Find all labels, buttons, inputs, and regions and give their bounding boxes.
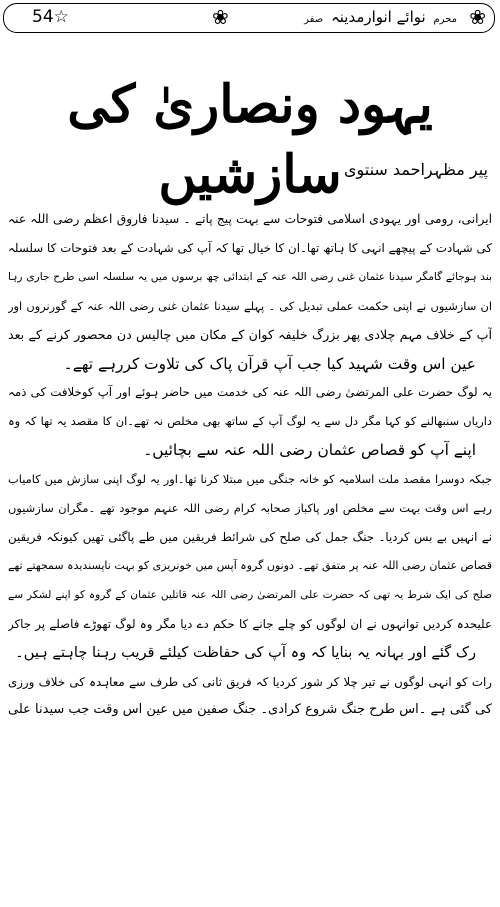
page-number-box xyxy=(32,7,69,27)
article-title: یہود ونصاریٰ کی سازشیں xyxy=(67,74,433,205)
text-line: عین اس وقت شہید کیا جب آپ قرآن پاک کی تلاوت کررہے تھے۔ xyxy=(63,354,476,373)
header-title xyxy=(301,8,460,26)
page-number: 54 xyxy=(32,7,54,27)
text-line: یہ لوگ حضرت علی المرتضیٰ رضی اللہ عنہ کی خدمت میں حاضر ہوئے اور آپ کوخلافت کی ذمہ xyxy=(8,385,492,400)
article-author: پیر مظہراحمد سنتوی xyxy=(343,160,488,179)
text-line: بند ہوجائے گامگر سیدنا عثمان غنی رضی اللہ عنہ کے ابتدائی چھ برسوں میں یہ سلسلہ اسی طرح جاری رہا xyxy=(8,270,492,283)
text-line: آپ کے خلاف مہم چلادی پھر بزرگ خلیفہ کوان کے مکان میں چالیس دن محصور کرنے کے بعد xyxy=(8,326,492,342)
text-line: ان سازشیوں نے اپنی حکمت عملی تبدیل کی ۔ پہلے سیدنا عثمان غنی رضی اللہ عنہ کے گورنروں اور xyxy=(8,298,492,313)
rosette-icon: ❀ xyxy=(212,5,229,29)
header-month-left: محرم xyxy=(433,14,457,25)
text-line: رک گئے اور بہانہ یہ بنایا کہ وہ آپ کی حفاظت کیلئے قریب رہنا چاہتے ہیں۔ xyxy=(15,643,476,661)
page-header xyxy=(3,3,495,33)
text-line: کی شہادت کے پیچھے انہی کا ہاتھ تھا۔ان کا خیال تھا کہ آپ کی شہادت کے بعد فتوحات کا سلسلہ xyxy=(8,240,492,255)
magazine-name: نوائے انوارمدینہ xyxy=(330,8,426,26)
article-body xyxy=(8,205,492,725)
header-month-right: صفر xyxy=(304,14,324,25)
text-line: صلح کی ایک شرط یہ تھی کہ حضرت علی المرتضیٰ رضی اللہ عنہ قاتلین عثمان کے گروہ کو اپنے لشکر سے xyxy=(8,588,492,601)
text-line: علیحدہ کردیں توانہوں نے ان لوگوں کو چلے جانے کا حکم دے دیا مگر وہ لوگ تھوڑے فاصلے پر جاکر xyxy=(8,616,492,631)
text-line: رات کو انہی لوگوں نے تیر چلا کر شور کردیا کہ فریق ثانی کی طرف سے معاہدہ کی خلاف ورزی xyxy=(8,674,492,689)
star-icon: ☆ xyxy=(53,7,69,27)
text-line: نے انہیں بے بس کردیا۔ جنگ جمل کی صلح کی شرائط فریقین میں طے پاگئی تھیں کیونکہ فریقین xyxy=(8,529,492,544)
text-line: کی گئی ہے ۔اس طرح جنگ شروع کرادی۔ جنگ صفین میں عین اس وقت جب سیدنا علی xyxy=(8,702,492,718)
text-line: رہے اس وقت بہت سے مخلص اور پاکباز صحابہ کرام رضی اللہ عنہم موجود تھے ۔مگران سازشیوں xyxy=(8,501,492,516)
text-line: ایرانی، رومی اور یہودی اسلامی فتوحات سے بہت پیج پاتے ۔ سیدنا فاروق اعظم رضی اللہ عنہ xyxy=(8,212,492,226)
text-line: داریاں سنبھالنے کو کہا مگر دل سے یہ لوگ آپ کے ساتھ بھی مخلص نہ تھے۔ان کا مقصد یہ تھا کہ وہ xyxy=(8,414,492,429)
text-line: اپنے آپ کو قصاص عثمان رضی اللہ عنہ سے بچائیں۔ xyxy=(143,441,476,460)
text-line: قصاص عثمان رضی اللہ عنہ پر متفق تھے۔ دونوں گروہ آپس میں خونریزی کو بہت ناپسندیدہ سمجھتے تھے xyxy=(8,558,492,572)
rosette-icon: ❀ xyxy=(469,5,486,29)
text-line: جبکہ دوسرا مقصد ملت اسلامیہ کو خانہ جنگی میں مبتلا کرنا تھا۔اور یہ لوگ اپنی سازش میں کامیاب xyxy=(8,472,492,487)
